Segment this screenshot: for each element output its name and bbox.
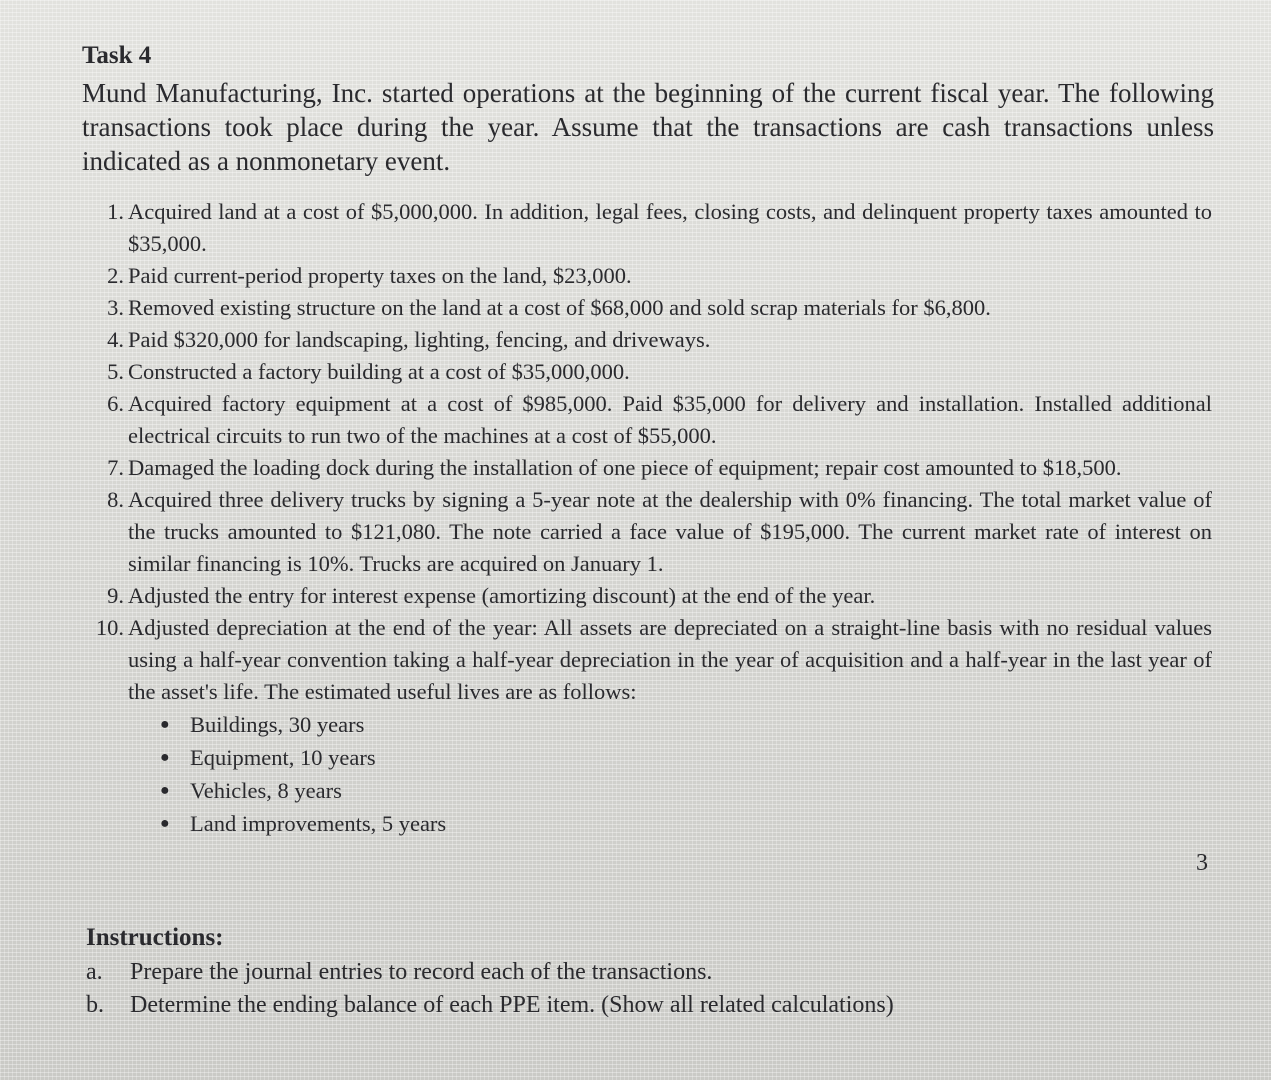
transaction-item — [82, 196, 1212, 260]
item-text: Paid current-period property taxes on the land, $23,000. — [128, 263, 632, 288]
item-number: 2. — [107, 263, 124, 288]
instruction-item — [86, 989, 894, 1022]
item-number: 9. — [107, 583, 124, 608]
useful-life-text: Vehicles, 8 years — [190, 778, 342, 803]
useful-lives-container — [82, 708, 1212, 840]
item-text: Acquired factory equipment at a cost of $985,000. Paid $35,000 for delivery and installation. Installed additional electrical circuits to run two of the machines at a cost of $55,000. — [128, 391, 1212, 448]
transaction-item — [82, 452, 1212, 484]
item-number: 10. — [95, 615, 124, 640]
useful-life-item — [160, 741, 1212, 774]
instruction-item — [86, 956, 894, 989]
useful-lives-list — [82, 708, 1212, 840]
instruction-letter: a. — [86, 959, 103, 985]
useful-life-text: Land improvements, 5 years — [190, 811, 447, 836]
transaction-item — [82, 324, 1212, 356]
item-number: 6. — [107, 391, 124, 416]
item-number: 7. — [107, 455, 124, 480]
instructions-title: Instructions: — [86, 924, 224, 951]
item-number: 1. — [107, 199, 124, 224]
bullet-icon: ● — [160, 782, 170, 799]
useful-life-text: Equipment, 10 years — [190, 745, 376, 770]
useful-life-item — [160, 774, 1212, 807]
item-number: 5. — [107, 359, 124, 384]
item-text: Acquired three delivery trucks by signing a 5-year note at the dealership with 0% financing. The total market value of the trucks amounted to $121,080. The note carried a face value of $195,000. The current market rate of interest on similar financing is 10%. Trucks are acquired on January 1. — [128, 487, 1212, 576]
task-title: Task 4 — [82, 42, 152, 69]
useful-life-item — [160, 807, 1212, 840]
instructions-list — [86, 956, 894, 1022]
transaction-item — [82, 260, 1212, 292]
bullet-icon: ● — [160, 749, 170, 766]
transaction-item — [82, 388, 1212, 452]
instruction-letter: b. — [86, 992, 104, 1018]
transaction-item — [82, 292, 1212, 324]
useful-life-item — [160, 708, 1212, 741]
transaction-item — [82, 612, 1212, 708]
item-text: Removed existing structure on the land at a cost of $68,000 and sold scrap materials for $6,800. — [128, 295, 991, 320]
item-text: Paid $320,000 for landscaping, lighting, fencing, and driveways. — [128, 327, 711, 352]
item-number: 3. — [107, 295, 124, 320]
item-text: Acquired land at a cost of $5,000,000. In addition, legal fees, closing costs, and delinquent property taxes amounted to $35,000. — [128, 199, 1212, 256]
item-text: Damaged the loading dock during the installation of one piece of equipment; repair cost amounted to $18,500. — [128, 455, 1122, 480]
transaction-list — [82, 196, 1212, 840]
useful-life-text: Buildings, 30 years — [190, 712, 365, 737]
item-number: 8. — [107, 487, 124, 512]
transaction-item — [82, 484, 1212, 580]
task-intro: Mund Manufacturing, Inc. started operations at the beginning of the current fiscal year. The following transactions took place during the year. Assume that the transactions are cash transactions unless indicated as a nonmonetary event. — [82, 78, 1214, 176]
bullet-icon: ● — [160, 815, 170, 832]
instruction-text: Prepare the journal entries to record each of the transactions. — [130, 959, 713, 985]
item-text: Constructed a factory building at a cost of $35,000,000. — [128, 359, 630, 384]
item-text: Adjusted the entry for interest expense (amortizing discount) at the end of the year. — [128, 583, 876, 608]
transaction-item — [82, 580, 1212, 612]
page-number: 3 — [1196, 850, 1208, 876]
bullet-icon: ● — [160, 716, 170, 733]
item-text: Adjusted depreciation at the end of the year: All assets are depreciated on a straight-line basis with no residual values using a half-year convention taking a half-year depreciation in the year of acquisition and a half-year in the last year of the asset's life. The estimated useful lives are as follows: — [128, 615, 1212, 704]
item-number: 4. — [107, 327, 124, 352]
instruction-text: Determine the ending balance of each PPE item. (Show all related calculations) — [130, 992, 894, 1018]
transaction-item — [82, 356, 1212, 388]
